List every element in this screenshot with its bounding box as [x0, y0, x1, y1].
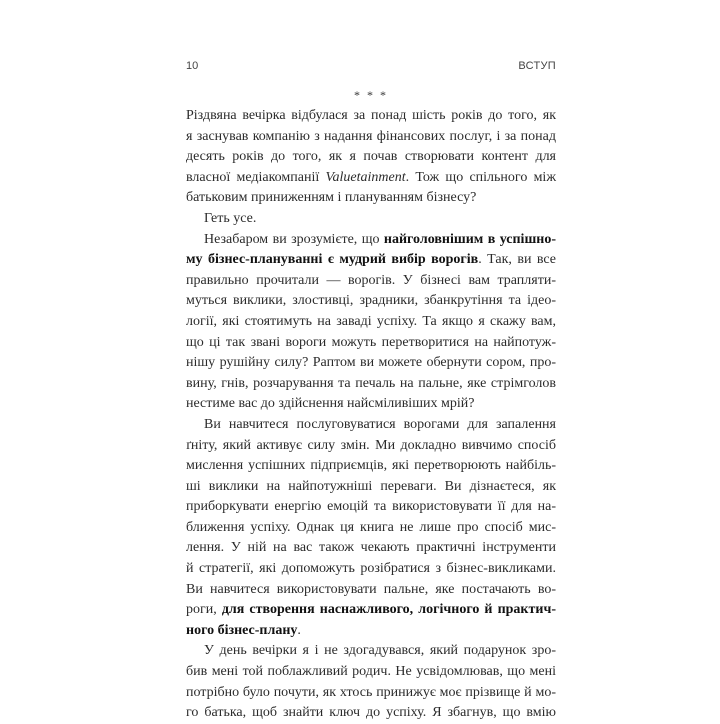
text-segment: . Так, ви все: [478, 252, 557, 268]
bold-text: му бізнес-плануванні є мудрий вибір ворогів: [186, 252, 479, 268]
text-line: [186, 106, 556, 127]
text-line: [186, 209, 556, 230]
text-segment: Геть усе.: [204, 210, 257, 226]
text-segment: Різдвяна вечірка відбулася за понад шість років до того, як: [186, 108, 556, 123]
running-head: ВСТУП: [518, 60, 556, 72]
text-line: [186, 374, 556, 395]
text-line: [186, 127, 556, 148]
text-segment: десять років до того, як я почав створювати контент для: [186, 149, 556, 165]
page-number: 10: [186, 60, 199, 72]
text-segment: Ви навчитеся використовувати пальне, яке постачають во-: [186, 581, 556, 597]
text-segment: Незабаром ви зрозумієте, що: [204, 231, 384, 247]
text-segment: У день вечірки я і не здогадувався, який подарунок зро-: [204, 643, 556, 659]
text-line: [186, 703, 556, 724]
text-line: [186, 394, 556, 415]
body-text: [186, 106, 556, 724]
text-line: [186, 415, 556, 436]
bold-text: ного бізнес-плану: [186, 622, 298, 638]
text-segment: ґніту, який активує силу змін. Ми докладно вивчимо спосіб: [186, 437, 556, 453]
text-segment: приборкувати енергію емоцій та використовувати її для на-: [186, 499, 556, 515]
text-segment: роги,: [186, 602, 222, 618]
text-segment: . Тож що спільного між: [405, 169, 556, 185]
text-line: [186, 312, 556, 333]
text-segment: бив мені той поблажливий родич. Не усвідомлював, що мені: [186, 664, 556, 680]
text-segment: мислення успішних підприємців, які перетворюють найбіль-: [186, 458, 556, 474]
bold-text: найголовнішим в успішно-: [383, 231, 556, 247]
text-line: [186, 456, 556, 477]
text-segment: власної медіакомпанії: [186, 169, 326, 185]
text-line: [186, 436, 556, 457]
text-line: [186, 333, 556, 354]
text-line: [186, 291, 556, 312]
text-line: [186, 600, 556, 621]
text-segment: .: [297, 622, 301, 638]
text-line: [186, 147, 556, 168]
text-segment: що ці так звані вороги можуть перетворитися на найпотуж-: [186, 334, 556, 350]
text-segment: нішу рушійну силу? Раптом ви можете обернути сором, про-: [186, 355, 556, 371]
text-segment: потрібно було почути, як хтось принижує моє прізвище й мо-: [186, 684, 556, 700]
text-segment: я заснував компанію з надання фінансових послуг, і за понад: [186, 128, 556, 144]
text-segment: батьковим приниженням і плануванням бізнесу?: [186, 190, 477, 206]
text-line: [186, 188, 556, 209]
text-segment: вину, гнів, розчарування та печаль на пальне, яке стрімголов: [186, 375, 556, 391]
text-line: [186, 559, 556, 580]
text-line: [186, 230, 556, 251]
text-line: [186, 168, 556, 189]
text-segment: лення. У ній на вас також чекають практичні інструменти: [186, 540, 556, 556]
text-line: [186, 250, 556, 271]
text-segment: ближення успіху. Однак ця книга не лише про спосіб мис-: [186, 519, 556, 535]
text-line: [186, 662, 556, 683]
text-line: [186, 477, 556, 498]
text-line: [186, 353, 556, 374]
text-line: [186, 538, 556, 559]
bold-text: для створення наснажливого, логічного й практич-: [221, 602, 556, 618]
text-segment: ші виклики на найпотужніші переваги. Ви дізнаєтеся, як: [186, 478, 556, 494]
italic-text: Valuetainment: [325, 169, 406, 185]
text-line: [186, 621, 556, 642]
text-segment: Ви навчитеся послуговуватися ворогами для запалення: [204, 416, 556, 432]
text-line: [186, 641, 556, 662]
text-line: [186, 271, 556, 292]
text-segment: муться виклики, злостивці, зрадники, збанкрутіння та ідео-: [186, 293, 556, 309]
text-segment: й стратегії, які допоможуть розібратися з бізнес-викликами.: [186, 561, 556, 577]
text-segment: логії, які стоятимуть на заваді успіху. Та якщо я скажу вам,: [186, 313, 556, 329]
text-segment: го батька, щоб знайти ключ до успіху. Я збагнув, що вмію: [186, 705, 556, 721]
text-line: [186, 683, 556, 704]
text-line: [186, 580, 556, 601]
text-segment: нестиме вас до здійснення найсміливіших мрій?: [186, 396, 475, 412]
text-segment: правильно прочитали — ворогів. У бізнесі вам трапляти-: [186, 272, 556, 288]
section-separator: * * *: [354, 88, 388, 102]
text-line: [186, 497, 556, 518]
text-line: [186, 518, 556, 539]
